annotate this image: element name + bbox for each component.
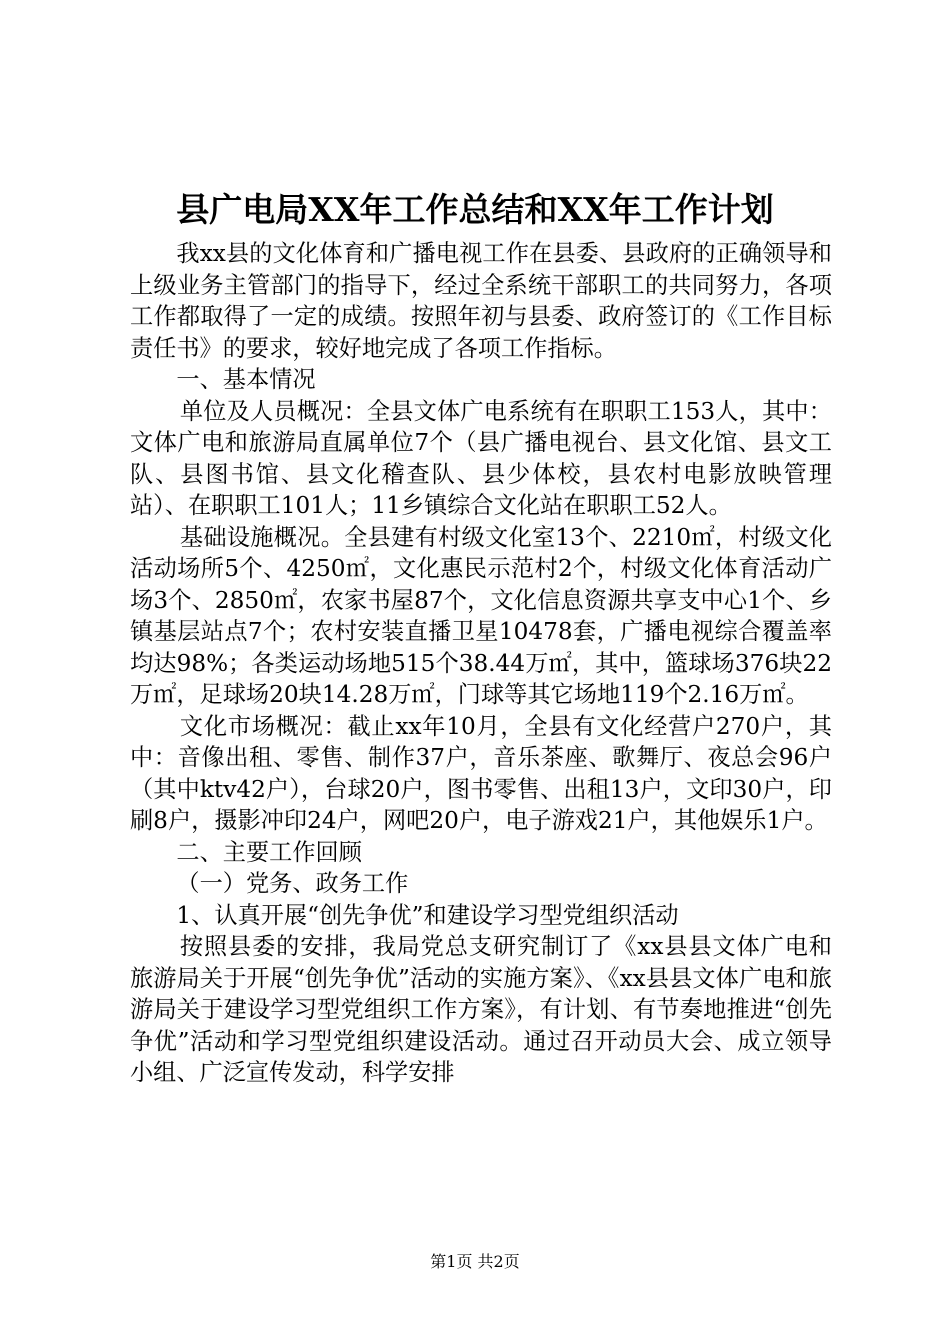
document-body: [130, 238, 832, 1089]
paragraph-intro: 我xx县的文化体育和广播电视工作在县委、县政府的正确领导和上级业务主管部门的指导下，经过全系统干部职工的共同努力，各项工作都取得了一定的成绩。按照年初与县委、政府签订的《工作目标责任书》的要求，较好地完成了各项工作指标。: [130, 240, 832, 362]
paragraph-create-excellence: 按照县委的安排，我局党总支研究制订了《xx县县文体广电和旅游局关于开展“创先争优”活动的实施方案》、《xx县县文体广电和旅游局关于建设学习型党组织工作方案》，有计划、有节奏地推进“创先争优”活动和学习型党组织建设活动。通过召开动员大会、成立领导小组、广泛宣传发动，科学安排: [130, 933, 832, 1086]
item-heading-create-excellence: 1、认真开展“创先争优”和建设学习型党组织活动: [176, 901, 679, 929]
paragraph-staff-overview: 单位及人员概况：全县文体广电系统有在职职工153人，其中：文体广电和旅游局直属单位7个（县广播电视台、县文化馆、县文工队、县图书馆、县文化稽查队、县少体校，县农村电影放映管理站）、在职职工101人；11乡镇综合文化站在职职工52人。: [130, 397, 832, 519]
paragraph-culture-market-overview: 文化市场概况：截止xx年10月，全县有文化经营户270户，其中：音像出租、零售、制作37户，音乐茶座、歌舞厅、夜总会96户（其中ktv42户），台球20户，图书零售、出租13户，文印30户，印刷8户，摄影冲印24户，网吧20户，电子游戏21户，其他娱乐1户。: [130, 712, 832, 834]
subsection-heading-party-affairs: （一）党务、政务工作: [176, 870, 409, 897]
page-number-footer: 第1页 共2页: [430, 1252, 520, 1271]
section-heading-basic-situation: 一、基本情况: [176, 366, 316, 393]
document-title: 县广电局XX年工作总结和XX年工作计划: [176, 190, 774, 229]
section-heading-work-review: 二、主要工作回顾: [176, 838, 362, 866]
paragraph-infrastructure-overview: 基础设施概况。全县建有村级文化室13个、2210㎡，村级文化活动场所5个、4250㎡，文化惠民示范村2个，村级文化体育活动广场3个、2850㎡，农家书屋87个，文化信息资源共享支中心1个、乡镇基层站点7个；农村安装直播卫星10478套，广播电视综合覆盖率均达98%；各类运动场地515个38.44万㎡，其中，篮球场376块22万㎡，足球场20块14.28万㎡，门球等其它场地119个2.16万㎡。: [130, 523, 832, 708]
